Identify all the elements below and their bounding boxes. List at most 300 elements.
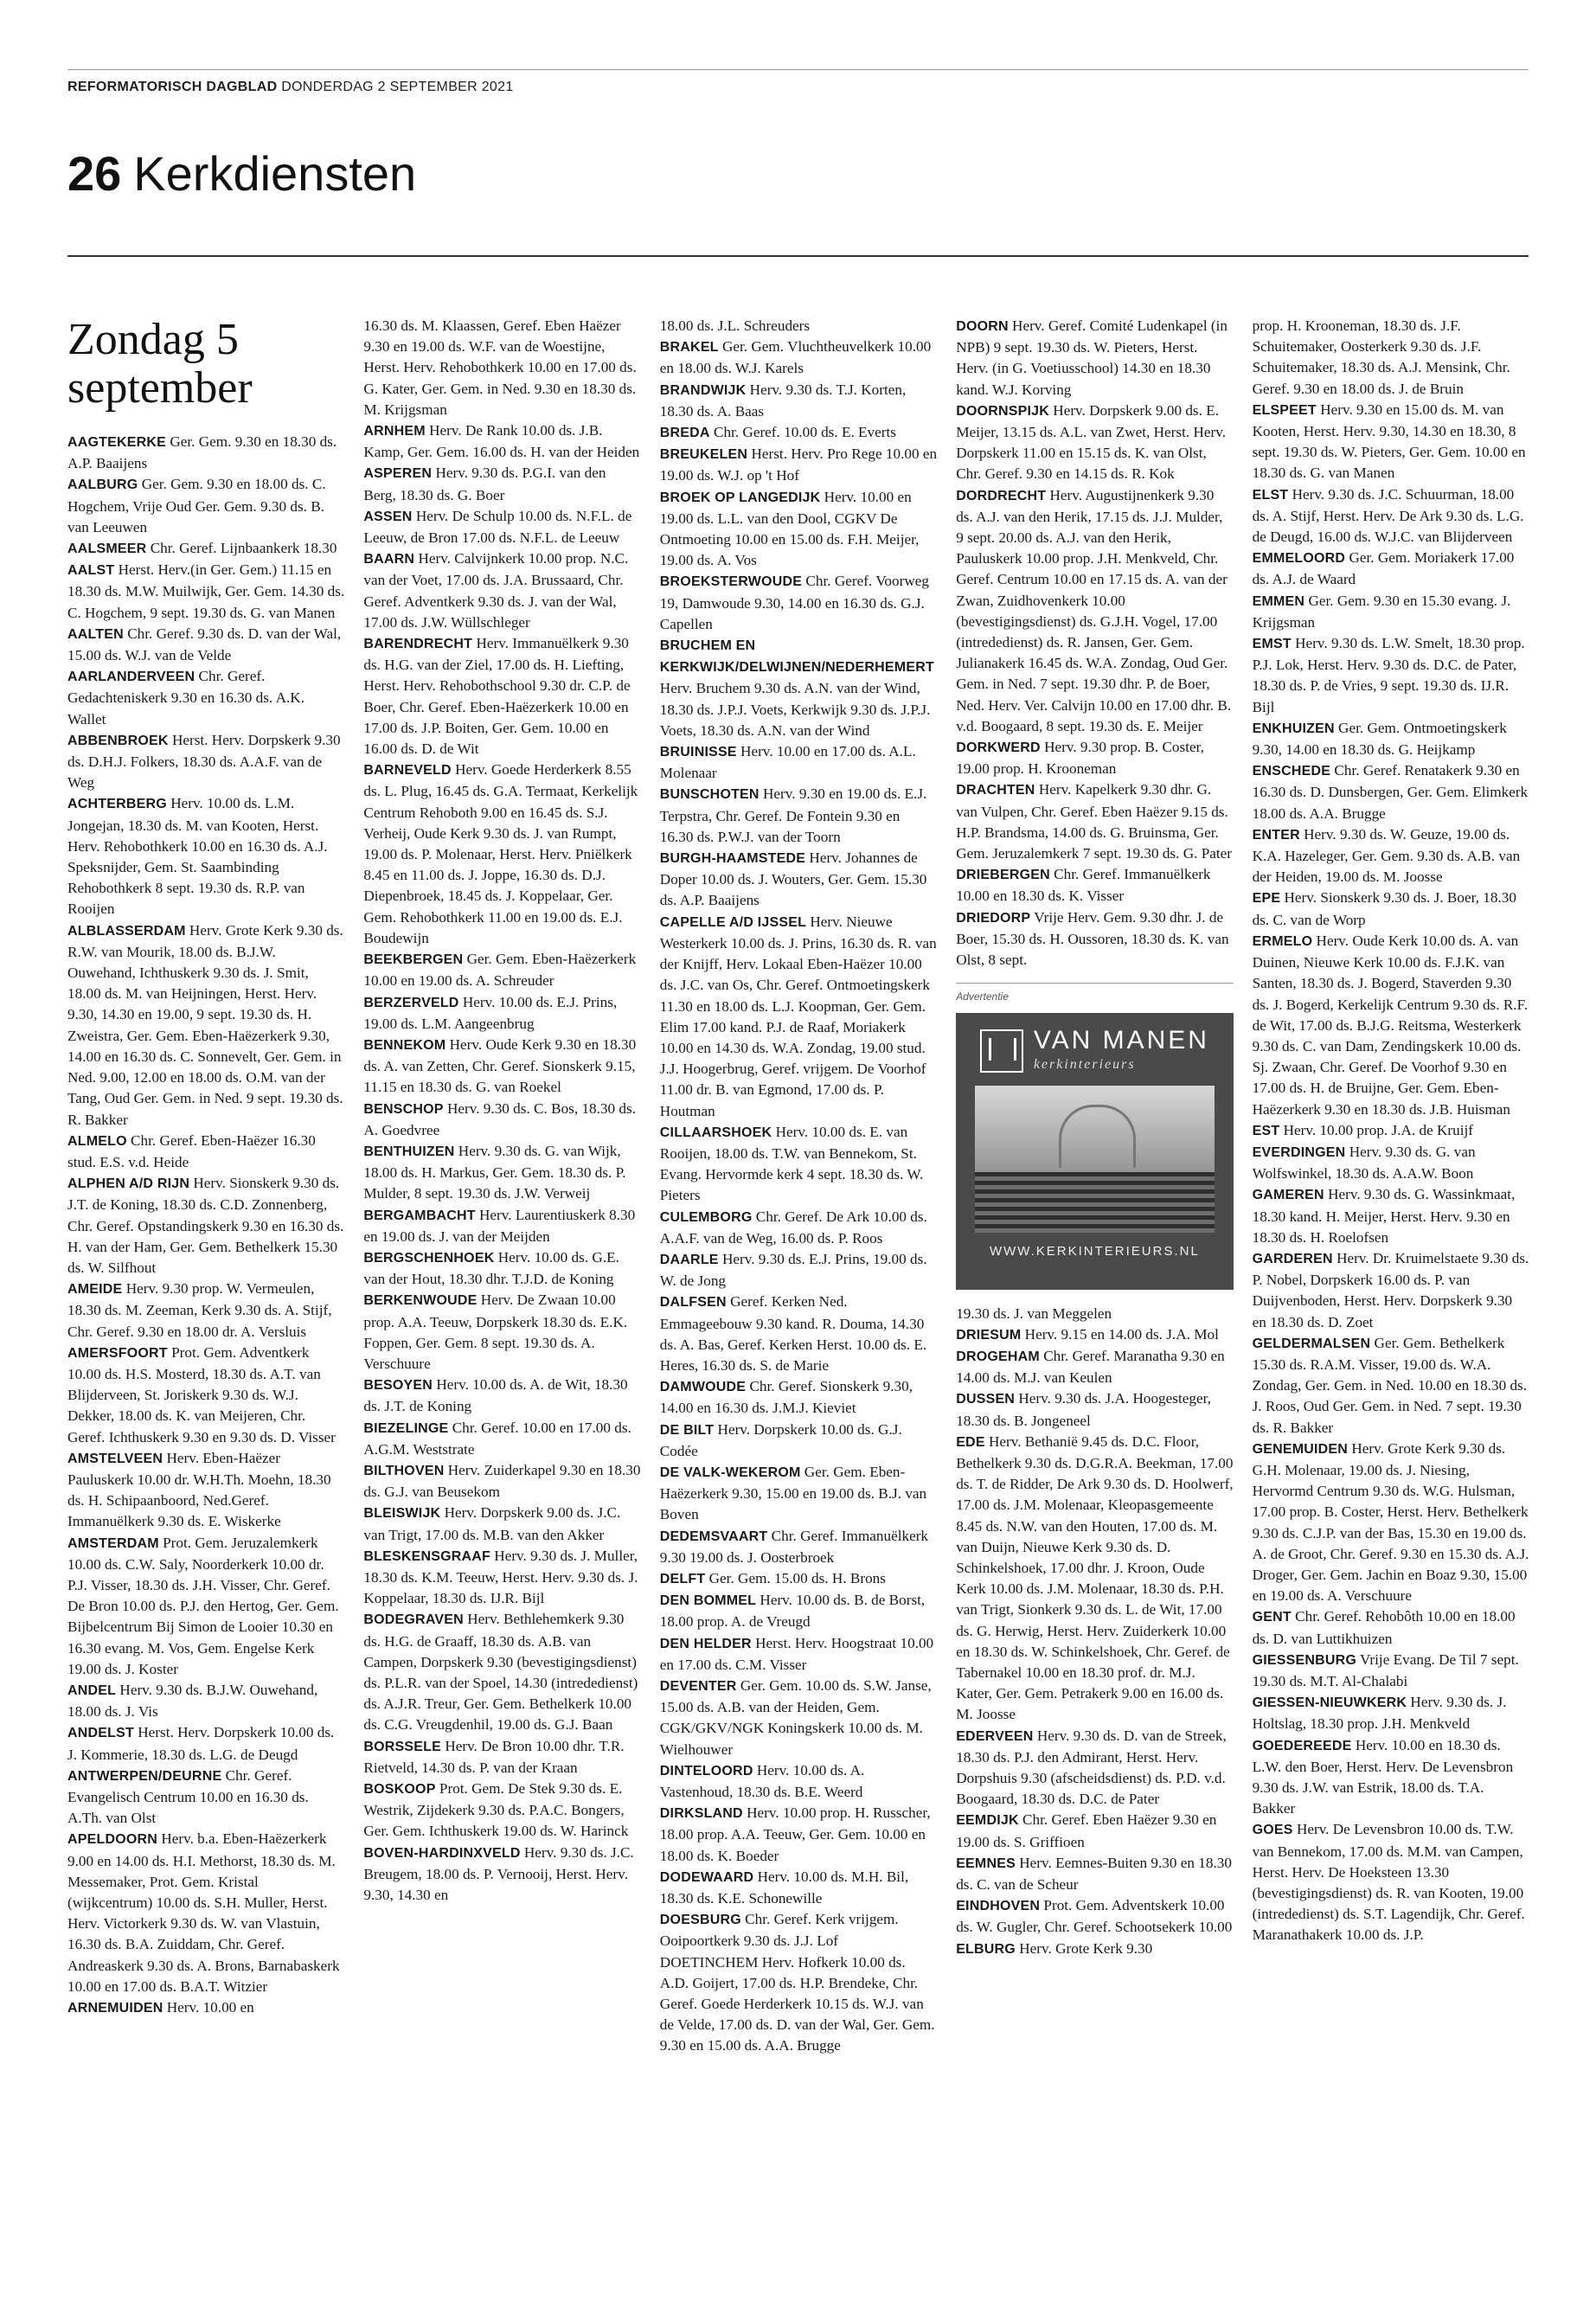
listing-entry xyxy=(1253,1606,1529,1649)
listing-entry xyxy=(956,1726,1233,1811)
listing-entry xyxy=(1253,484,1529,548)
listing-entry xyxy=(956,1939,1233,1960)
place-name: DALFSEN xyxy=(659,1295,727,1311)
place-name: ACHTERBERG xyxy=(67,797,167,812)
service-details: Herv. 9.30 en 15.00 ds. M. van Kooten, Herst. Herv. 9.30, 14.30 en 18.30, 8 sept. 19.30 ds. W. Pieters, Ger. Gem. 10.00 en 18.30 ds. G. van Manen xyxy=(1252,401,1526,482)
listing-entry xyxy=(363,316,640,420)
service-details: Herv. Sionskerk 9.30 ds. J. Boer, 18.30 ds. C. van de Worp xyxy=(1252,889,1516,928)
service-details: Herv. 9.30 ds. G. van Wijk, 18.00 ds. H. Markus, Ger. Gem. 18.30 ds. P. Mulder, 8 sept. 19.30 ds. J.W. Verweij xyxy=(363,1142,626,1202)
place-name: DE BILT xyxy=(659,1422,715,1438)
listing-entry xyxy=(363,506,640,548)
service-details: Ger. Gem. Moriakerk 17.00 ds. A.J. de Waard xyxy=(1252,549,1515,588)
service-details: Herv. 10.00 ds. E.J. Prins, 19.00 ds. L.M. Aangeenbrug xyxy=(363,993,618,1032)
place-name: DRIEBERGEN xyxy=(956,868,1050,883)
listing-entry xyxy=(363,1418,640,1460)
service-details: Herv. 9.30 ds. P.G.I. van den Berg, 18.30 ds. G. Boer xyxy=(363,465,606,503)
service-details: Chr. Geref. 10.00 en 17.00 ds. A.G.M. Weststrate xyxy=(363,1419,631,1458)
service-details: Chr. Geref. Immanuëlkerk 10.00 en 18.30 ds. K. Visser xyxy=(956,866,1211,905)
place-name: ELBURG xyxy=(956,1941,1016,1957)
place-name: AMEIDE xyxy=(67,1282,123,1298)
place-name: DEVENTER xyxy=(659,1679,737,1694)
place-name: EVERDINGEN xyxy=(1252,1144,1346,1160)
listing-entry xyxy=(956,316,1233,401)
place-name: ARNEMUIDEN xyxy=(67,2001,163,2016)
service-details: Herv. Goede Herderkerk 8.55 ds. L. Plug, 16.45 ds. G.A. Termaat, Kerkelijk Centrum Rehoboth 9.00 en 16.45 ds. S.J. Verheij, Oude Kerk 9.30 ds. J. van Rumpt, 19.00 ds. P. Molenaar, Herst. Herv. Pniëlkerk 8.45 en 11.00 ds. J. Joppe, 16.30 ds. D.J. Diepenbroek, 18.45 ds. J. Koppelaar, Ger. Gem. Rehobothkerk 11.00 en 19.00 ds. E.J. Boudewijn xyxy=(363,761,638,946)
listing-entry xyxy=(1253,633,1529,718)
service-details: Ger. Gem. Vluchtheuvelkerk 10.00 en 18.00 ds. W.J. Karels xyxy=(659,338,932,377)
place-name: BARNEVELD xyxy=(363,763,452,779)
place-name: ALPHEN A/D RIJN xyxy=(67,1176,190,1192)
service-details: Herv. 10.00 prop. J.A. de Kruijf xyxy=(1283,1121,1474,1138)
service-details: Ger. Gem. 9.30 en 18.30 ds. A.P. Baaijens xyxy=(67,433,337,472)
service-details: Prot. Gem. Jeruzalemkerk 10.00 ds. C.W. Saly, Noorderkerk 10.00 dr. P.J. Visser, 18.30 ds. J.H. Visser, Chr. Geref. De Bron 10.00 ds. P.J. den Hertog, Ger. Gem. Bijbelcentrum Bij Simon de Looier 10.30 en 16.30 evang. M. Vos, Gem. Engelse Kerk 19.00 ds. J. Koster xyxy=(67,1534,339,1677)
place-name: APELDOORN xyxy=(67,1832,158,1848)
listing-entry xyxy=(1253,1184,1529,1248)
service-details: Herv. Laurentiuskerk 8.30 en 19.00 ds. J. van der Meijden xyxy=(363,1206,636,1245)
listing-entry xyxy=(956,1853,1233,1895)
service-details: Chr. Geref. Eben-Haëzer 16.30 stud. E.S. v.d. Heide xyxy=(67,1131,316,1170)
service-details: Chr. Geref. Rehobôth 10.00 en 18.00 ds. D. van Luttikhuizen xyxy=(1252,1608,1516,1647)
listing-entry xyxy=(1253,591,1529,633)
listing-entry xyxy=(660,422,937,444)
service-details: Herv. 9.30 en 19.00 ds. E.J. Terpstra, Chr. Geref. De Fontein 9.30 en 16.30 ds. P.W.J. van der Toorn xyxy=(659,785,927,845)
listing-entry xyxy=(363,1503,640,1545)
service-details: Herv. 9.30 ds. D. van de Streek, 18.30 ds. P.J. den Admirant, Herst. Herv. Dorpshuis 9.30 (afscheidsdienst) ds. P.D. v.d. Boogaard, 18.30 ds. D.C. de Pater xyxy=(956,1727,1227,1808)
listing-entry xyxy=(956,1895,1233,1938)
listing-entry xyxy=(956,1304,1233,1324)
place-name: BESOYEN xyxy=(363,1378,433,1394)
column-3 xyxy=(660,316,937,2266)
place-name: DOORN xyxy=(956,319,1009,334)
place-name: EINDHOVEN xyxy=(956,1899,1041,1914)
place-name: GIESSEN-NIEUWKERK xyxy=(1252,1695,1407,1711)
place-name: BENTHUIZEN xyxy=(363,1144,455,1159)
ad-tagline: kerkinterieurs xyxy=(1033,1056,1136,1072)
listing-entry xyxy=(363,1609,640,1735)
page-header xyxy=(67,145,416,202)
place-name: ENSCHEDE xyxy=(1252,764,1331,779)
service-details: Vrije Herv. Gem. 9.30 dhr. J. de Boer, 15.30 ds. H. Oussoren, 18.30 ds. K. van Olst, 8 sept. xyxy=(956,908,1229,969)
listing-entry xyxy=(363,949,640,991)
listing-entry xyxy=(363,1247,640,1290)
listing-entry xyxy=(660,1376,937,1419)
arch-shape xyxy=(1059,1105,1136,1168)
paper-name: REFORMATORISCH DAGBLAD xyxy=(67,80,278,94)
service-details: Herv. 10.00 ds. L.M. Jongejan, 18.30 ds. M. van Kooten, Herst. Herv. Rehobothkerk 10.00 en 16.30 ds. A.J. Speksnijder, Gem. St. Saambinding Rehobothkerk 8 sept. 19.30 ds. R.P. van Rooijen xyxy=(67,795,328,918)
place-name: BORSSELE xyxy=(363,1739,442,1754)
listing-entry xyxy=(1253,1142,1529,1184)
listing-entry xyxy=(363,420,640,463)
column-4 xyxy=(956,316,1233,2266)
service-details: Ger. Gem. Ontmoetingskerk 9.30, 14.00 en 18.30 ds. G. Heijkamp xyxy=(1252,719,1507,759)
listing-entry xyxy=(67,1766,344,1830)
listing-entry xyxy=(1253,316,1529,400)
place-name: DIRKSLAND xyxy=(659,1806,743,1822)
service-details: Ger. Gem. Bethelkerk 15.30 ds. R.A.M. Visser, 19.00 ds. W.A. Zondag, Ger. Gem. in Ned. 10.00 en 18.30 ds. J. Roos, Oud Ger. Gem. in Ned. 7 sept. 19.30 ds. R. Bakker xyxy=(1252,1334,1528,1436)
listing-entry xyxy=(956,1432,1233,1726)
listing-entry xyxy=(956,1324,1233,1346)
place-name: DEN HELDER xyxy=(659,1636,752,1651)
listing-entry xyxy=(67,730,344,794)
service-details: Herst. Herv. Hoogstraat 10.00 en 17.00 ds. C.M. Visser xyxy=(659,1634,934,1673)
service-details: Herv. Eemnes-Buiten 9.30 en 18.30 ds. C. van de Scheur xyxy=(956,1854,1232,1893)
pews-shape xyxy=(975,1172,1214,1233)
listing-entry xyxy=(1253,1692,1529,1734)
listing-entry xyxy=(956,1388,1233,1431)
service-details: Prot. Gem. De Stek 9.30 ds. E. Westrik, Zijdekerk 9.30 ds. P.A.C. Bongers, Ger. Gem. Ichthuskerk 19.00 ds. W. Harinck xyxy=(363,1780,629,1840)
ad-url[interactable]: WWW.KERKINTERIEURS.NL xyxy=(989,1243,1200,1259)
listing-entry xyxy=(660,741,937,784)
listing-entry xyxy=(363,463,640,505)
listing-entry xyxy=(363,1375,640,1417)
service-details: Herv. Grote Kerk 9.30 ds. R.W. van Mourik, 18.00 ds. B.J.W. Ouwehand, Ichthuskerk 9.30 ds. J. Smit, 18.00 ds. M. van Heijningen, Herst. Herv. 9.30, 14.30 en 19.00, 9 sept. 19.30 ds. H. Zweistra, Ger. Gem. Eben-Haëzerkerk 9.30, 14.00 en 16.30 ds. C. Sonnevelt, Ger. Gem. in Ned. 9.00, 12.00 en 18.00 ds. O.M. van der Tang, Oud Ger. Gem. in Ned. 9 sept. 19.30 ds. R. Bakker xyxy=(67,921,343,1128)
page-number: 26 xyxy=(67,146,122,201)
place-name: BERGSCHENHOEK xyxy=(363,1250,495,1266)
service-details: Herst. Herv.(in Ger. Gem.) 11.15 en 18.30 ds. M.W. Muilwijk, Ger. Gem. 14.30 ds. C. Hogchem, 9 sept. 19.30 ds. G. van Manen xyxy=(67,561,345,621)
place-name: ALBLASSERDAM xyxy=(67,923,186,939)
place-name: EPE xyxy=(1252,891,1281,907)
ad-brand: VAN MANEN xyxy=(1033,1025,1209,1054)
service-details: Ger. Gem. 15.00 ds. H. Brons xyxy=(708,1569,886,1586)
listing-entry xyxy=(363,1099,640,1141)
service-details: Prot. Gem. Adventskerk 10.00 ds. W. Gugler, Chr. Geref. Schootsekerk 10.00 xyxy=(956,1897,1233,1936)
column-5 xyxy=(1253,316,1529,2266)
service-details: Herv. 10.00 en xyxy=(166,1999,254,2016)
listing-entry xyxy=(660,571,937,635)
service-details: Herv. De Zwaan 10.00 prop. A.A. Teeuw, Dorpskerk 18.30 ds. E.K. Foppen, Ger. Gem. 8 sept. 19.30 ds. A. Verschuure xyxy=(363,1292,628,1372)
listing-entry xyxy=(1253,718,1529,760)
place-name: AAGTEKERKE xyxy=(67,435,167,450)
listing-entry xyxy=(660,1122,937,1207)
place-name: ANTWERPEN/DEURNE xyxy=(67,1768,222,1784)
place-name: AALBURG xyxy=(67,478,138,493)
listing-entry xyxy=(363,1290,640,1375)
service-details: Herv. Augustijnenkerk 9.30 ds. A.J. van den Herik, 17.15 ds. J.J. Mulder, 9 sept. 20.00 ds. A.J. van den Herik, Pauluskerk 10.00 prop. J.H. Menkveld, Chr. Geref. Centrum 10.00 en 17.15 ds. A. van der Zwan, Zuidhovenkerk 10.00 (bevestigingsdienst) ds. G.J.H. Vogel, 17.00 (intrededienst) ds. R. Jansen, Ger. Gem. Julianakerk 16.45 ds. W.A. Zondag, Oud Ger. Gem. in Ned. 7 sept. 19.30 dhr. P. de Boer, Ned. Herv. Ver. Calvijn 10.00 en 17.00 dhr. B. v.d. Boogaard, 8 sept. 19.30 ds. E. Meijer xyxy=(956,486,1232,734)
service-details: Chr. Geref. Lijnbaankerk 18.30 xyxy=(150,540,337,557)
listing-entry xyxy=(1253,1333,1529,1439)
service-details: Chr. Geref. Evangelisch Centrum 10.00 en 16.30 ds. A.Th. van Olst xyxy=(67,1766,309,1827)
place-name: BIEZELINGE xyxy=(363,1420,449,1436)
place-name: GENEMUIDEN xyxy=(1252,1441,1349,1457)
listing-entry xyxy=(67,624,344,666)
listing-entry xyxy=(67,666,344,730)
service-details: Herv. De Schulp 10.00 ds. N.F.L. de Leeuw, de Bron 17.00 ds. N.F.L. de Leeuw xyxy=(363,507,632,547)
header-rule xyxy=(67,255,1529,257)
place-name: EMST xyxy=(1252,637,1292,652)
service-details: Herv. 9.30 ds. T.J. Korten, 18.30 ds. A. Baas xyxy=(659,381,907,420)
service-details: Herv. 10.00 ds. B. de Borst, 18.00 prop. A. de Vreugd xyxy=(659,1592,926,1631)
listing-entry xyxy=(1253,888,1529,930)
listing-entry xyxy=(956,1810,1233,1852)
place-name: BOVEN-HARDINXVELD xyxy=(363,1845,521,1861)
listing-entry xyxy=(660,1207,937,1249)
service-details: Herv. Bethlehemkerk 9.30 ds. H.G. de Graaff, 18.30 ds. A.B. van Campen, Dorpskerk 9.30 (bevestigingsdienst) ds. P.L.R. van der Spoel, 14.30 (intrededienst) ds. A.J.R. Treur, Ger. Gem. Bethelkerk 10.00 ds. C.G. Vreugdenhil, 19.00 ds. G.J. Baan xyxy=(363,1611,638,1734)
section-title: Kerkdiensten xyxy=(133,146,417,201)
service-details: Herv. 9.30 ds. J.C. Schuurman, 18.00 ds. A. Stijf, Herst. Herv. De Ark 9.30 ds. L.G. de Deugd, 16.00 ds. W.J.C. van Blijderveen xyxy=(1252,485,1524,546)
service-details: Herv. Nieuwe Westerkerk 10.00 ds. J. Prins, 16.30 ds. R. van der Knijff, Herv. Lokaal Eben-Haëzer 10.00 ds. J.C. van Os, Chr. Geref. Ontmoetingskerk 11.30 en 18.00 ds. L.J. Koopman, Ger. Gem. Elim 17.00 kand. P.J. de Raaf, Moriakerk 10.00 en 14.30 ds. W.A. Zondag, 19.00 stud. J.J. Hoogerbrug, Geref. vrijgem. De Voorhof 11.00 dr. B. van Egmond, 17.00 ds. P. Houtman xyxy=(659,913,937,1119)
place-name: AALST xyxy=(67,563,115,579)
listing-entry xyxy=(363,1546,640,1610)
place-name: ARNHEM xyxy=(363,424,426,439)
service-details: Herv. Kapelkerk 9.30 dhr. G. van Vulpen, Chr. Geref. Eben Haëzer 9.15 ds. H.P. Brandsma, 14.00 ds. G. Bruinsma, Ger. Gem. Jeruzalemkerk 7 sept. 19.30 ds. G. Pater xyxy=(956,781,1233,862)
listing-entry xyxy=(956,907,1233,971)
listing-entry xyxy=(660,444,937,486)
place-name: BEEKBERGEN xyxy=(363,952,464,968)
ad-logo xyxy=(970,1027,1219,1075)
listing-entry xyxy=(1253,1819,1529,1945)
service-details: Chr. Geref. Voorweg 19, Damwoude 9.30, 14.00 en 16.30 ds. G.J. Capellen xyxy=(659,573,929,632)
listing-entry xyxy=(956,1346,1233,1388)
listing-entry xyxy=(660,380,937,422)
listing-entry xyxy=(660,1803,937,1867)
service-details: 16.30 ds. M. Klaassen, Geref. Eben Haëzer 9.30 en 19.00 ds. W.F. van de Woestijne, Herst. Herv. Rehobothkerk 10.00 en 17.00 ds. G. Kater, Ger. Gem. in Ned. 9.30 en 18.30 ds. M. Krijgsman xyxy=(363,317,637,418)
service-details: Herv. 10.00 en 18.30 ds. L.W. den Boer, Herst. Herv. De Levensbron 9.30 ds. J.W. van Estrik, 18.00 ds. T.A. Bakker xyxy=(1252,1736,1514,1817)
listing-entry xyxy=(363,1736,640,1779)
place-name: DRIESUM xyxy=(956,1327,1022,1343)
place-name: BREUKELEN xyxy=(659,447,748,463)
place-name: BRUCHEM EN KERKWIJK/DELWIJNEN/NEDERHEMERT xyxy=(659,638,934,676)
listing-entry xyxy=(67,1279,344,1343)
place-name: BERZERVELD xyxy=(363,995,459,1010)
listing-entry xyxy=(1253,1248,1529,1333)
place-name: EEMNES xyxy=(956,1856,1016,1871)
service-details: Herv. De Bron 10.00 dhr. T.R. Rietveld, 14.30 ds. P. van der Kraan xyxy=(363,1737,625,1776)
place-name: ASPEREN xyxy=(363,466,433,482)
listing-entry xyxy=(1253,824,1529,888)
service-details: Chr. Geref. Immanuëlkerk 9.30 19.00 ds. J. Oosterbroek xyxy=(659,1527,929,1566)
place-name: ABBENBROEK xyxy=(67,733,169,748)
place-name: BRUINISSE xyxy=(659,745,737,760)
place-name: AMSTELVEEN xyxy=(67,1451,163,1466)
listing-entry xyxy=(67,1448,344,1533)
place-name: DOESBURG xyxy=(659,1913,741,1928)
place-name: AALSMEER xyxy=(67,542,147,557)
place-name: DE VALK-WEKEROM xyxy=(659,1465,801,1480)
listing-entry xyxy=(67,1722,344,1765)
place-name: ASSEN xyxy=(363,509,413,524)
service-details: Ger. Gem. Eben-Haëzerkerk 9.30, 15.00 en 19.00 ds. B.J. van Boven xyxy=(659,1463,927,1523)
service-details: Herst. Herv. Dorpskerk 10.00 ds. J. Kommerie, 18.30 ds. L.G. de Deugd xyxy=(67,1724,335,1763)
service-details: Herv. 9.15 en 14.00 ds. J.A. Mol xyxy=(1024,1325,1219,1343)
listing-entry xyxy=(363,760,640,949)
place-name: BENSCHOP xyxy=(363,1101,444,1117)
listing-entry xyxy=(660,1249,937,1292)
place-name: DEN BOMMEL xyxy=(659,1593,757,1609)
service-details: Herv. 9.30 ds. L.W. Smelt, 18.30 prop. P.J. Lok, Herst. Herv. 9.30 ds. D.C. de Pater, 18.30 ds. P. de Vries, 9 sept. 19.30 ds. IJ.R. Bijl xyxy=(1252,635,1525,715)
place-name: ELSPEET xyxy=(1252,402,1317,418)
service-details: Prot. Gem. Adventkerk 10.00 ds. H.S. Mosterd, 18.30 ds. A.T. van Blijderveen, St. Joriskerk 9.30 ds. W.J. Dekker, 18.00 ds. K. van Meijeren, Chr. Geref. Ichthuskerk 9.30 en 9.30 ds. D. Visser xyxy=(67,1343,336,1445)
place-name: DORDRECHT xyxy=(956,488,1047,503)
day-title: Zondag 5 september xyxy=(67,316,253,413)
place-name: DOORNSPIJK xyxy=(956,403,1049,419)
listing-entry xyxy=(660,1676,937,1760)
service-details: Herv. 9.30 ds. J.A. Hoogesteger, 18.30 ds. B. Jongeneel xyxy=(956,1390,1211,1429)
logo-mark-icon xyxy=(980,1029,1023,1073)
listing-entry xyxy=(660,1462,937,1526)
service-details: Herv. 9.30 ds. W. Geuze, 19.00 ds. K.A. Hazeleger, Ger. Gem. 9.30 ds. A.B. van der Heiden, 19.00 ds. M. Joosse xyxy=(1252,825,1521,886)
place-name: GELDERMALSEN xyxy=(1252,1336,1371,1351)
place-name: DRIEDORP xyxy=(956,910,1031,926)
place-name: BARENDRECHT xyxy=(363,637,473,652)
listing-entry xyxy=(660,1526,937,1568)
place-name: EDE xyxy=(956,1434,985,1450)
service-details: Herv. Sionskerk 9.30 ds. J.T. de Koning, 18.30 ds. C.D. Zonnenberg, Chr. Geref. Opstandingskerk 9.30 en 16.30 ds. H. van der Ham, Ger. Gem. Bethelkerk 15.30 ds. W. Silfhout xyxy=(67,1175,344,1276)
service-details: Herv. Dorpskerk 9.00 ds. J.C. van Trigt, 17.00 ds. M.B. van den Akker xyxy=(363,1504,621,1543)
service-details: Herv. Johannes de Doper 10.00 ds. J. Wouters, Ger. Gem. 15.30 ds. A.P. Baaijens xyxy=(659,849,927,909)
place-name: DELFT xyxy=(659,1571,706,1586)
place-name: BAARN xyxy=(363,552,415,567)
place-name: BODEGRAVEN xyxy=(363,1612,464,1628)
place-name: GARDEREN xyxy=(1252,1251,1333,1266)
service-details: Herv. Grote Kerk 9.30 xyxy=(1019,1939,1153,1957)
listing-entry xyxy=(363,1460,640,1503)
service-details: Herst. Herv. Pro Rege 10.00 en 19.00 ds. W.J. op 't Hof xyxy=(659,445,938,484)
listing-entry xyxy=(67,1829,344,1997)
listing-entry xyxy=(1253,1735,1529,1820)
place-name: DRACHTEN xyxy=(956,783,1035,798)
service-details: Herv. 10.00 en 17.00 ds. A.L. Molenaar xyxy=(659,743,916,782)
service-details: Chr. Geref. Eben Haëzer 9.30 en 19.00 ds. S. Griffioen xyxy=(956,1811,1217,1850)
service-details: Ger. Gem. 9.30 en 18.00 ds. C. Hogchem, Vrije Oud Ger. Gem. 9.30 ds. B. van Leeuwen xyxy=(67,476,326,535)
ad-box[interactable] xyxy=(956,1013,1233,1290)
service-details: Herv. Dr. Kruimelstaete 9.30 ds. P. Nobel, Dorpskerk 16.00 ds. P. van Duijvenboden, Herst. Herv. Dorpskerk 9.30 en 18.30 ds. D. Zoet xyxy=(1252,1249,1529,1330)
service-details: Herv. Geref. Comité Ludenkapel (in NPB) 9 sept. 19.30 ds. W. Pieters, Herst. Herv. (in G. Voetiusschool) 14.30 en 18.30 kand. W.J. Korving xyxy=(956,317,1228,398)
listing-entry xyxy=(956,864,1233,907)
listing-entry xyxy=(67,1680,344,1722)
listing-entry xyxy=(67,1997,344,2019)
listing-entry xyxy=(67,538,344,560)
place-name: EDERVEEN xyxy=(956,1728,1034,1744)
church-interior-photo xyxy=(975,1086,1214,1233)
service-details: Herv. 9.30 ds. E.J. Prins, 19.00 ds. W. de Jong xyxy=(659,1250,927,1290)
top-rule xyxy=(67,69,1529,70)
place-name: ELST xyxy=(1252,487,1289,503)
place-name: BLEISWIJK xyxy=(363,1506,441,1522)
place-name: BENNEKOM xyxy=(363,1037,446,1053)
service-details: Herv. 10.00 ds. A. Vastenhoud, 18.30 ds. B.E. Weerd xyxy=(659,1761,865,1801)
service-details: Herv. 9.30 ds. G. van Wolfswinkel, 18.30 ds. A.A.W. Boon xyxy=(1252,1143,1476,1183)
listing-entry xyxy=(660,1568,937,1590)
listing-entry xyxy=(67,920,344,1131)
place-name: DEDEMSVAART xyxy=(659,1529,768,1544)
service-details: Chr. Geref. Renatakerk 9.30 en 16.30 ds. D. Dunsbergen, Ger. Gem. Elimkerk 18.00 ds. A.A. Brugge xyxy=(1252,762,1529,822)
listing-entry xyxy=(363,1035,640,1099)
place-name: BURGH-HAAMSTEDE xyxy=(659,851,806,867)
place-name: BERGAMBACHT xyxy=(363,1208,476,1223)
listing-entry xyxy=(956,737,1233,779)
service-details: Ger. Gem. 10.00 ds. S.W. Janse, 15.00 ds. A.B. van der Heiden, Gem. CGK/GKV/NGK Koningskerk 10.00 ds. M. Wielhouwer xyxy=(659,1677,932,1758)
service-details: Herv. 10.00 prop. H. Russcher, 18.00 prop. A.A. Teeuw, Ger. Gem. 10.00 en 18.00 ds. K. Boeder xyxy=(659,1804,931,1864)
place-name: BRANDWIJK xyxy=(659,382,747,398)
place-name: BUNSCHOTEN xyxy=(659,787,760,803)
listing-entry xyxy=(1253,760,1529,824)
listing-entry xyxy=(1253,1120,1529,1142)
service-details: Herv. 9.30 ds. B.J.W. Ouwehand, 18.00 ds. J. Vis xyxy=(67,1681,318,1721)
service-details: Herv. 9.30 ds. C. Bos, 18.30 ds. A. Goedvree xyxy=(363,1099,637,1138)
place-name: AALTEN xyxy=(67,626,124,642)
place-name: CULEMBORG xyxy=(659,1209,753,1225)
service-details: 19.30 ds. J. van Meggelen xyxy=(956,1304,1112,1322)
place-name: GOES xyxy=(1252,1823,1293,1838)
listing-entry xyxy=(1253,1439,1529,1607)
service-details: Herv. De Levensbron 10.00 ds. T.W. van Bennekom, 17.00 ds. M.M. van Campen, Herst. Herv. De Hoeksteen 13.30 (bevestigingsdienst) ds. R. van Kooten, 19.00 (intrededienst) ds. S.T. Lagendijk, Chr. Geref. Maranathakerk 10.00 ds. J.P. xyxy=(1252,1821,1525,1944)
listing-entry xyxy=(660,1909,937,2056)
listing-entry xyxy=(660,912,937,1122)
service-details: Geref. Kerken Ned. Emmageebouw 9.30 kand. R. Douma, 14.30 ds. A. Bas, Geref. Kerken Herst. 10.00 ds. E. Heres, 16.30 ds. S. de Marie xyxy=(659,1293,927,1374)
place-name: EMMEN xyxy=(1252,593,1305,609)
listing-entry xyxy=(660,316,937,336)
service-details: Herv. Eben-Haëzer Pauluskerk 10.00 dr. W.H.Th. Moehn, 18.30 ds. H. Schipaanboord, Ned.Geref. Immanuëlkerk 9.30 ds. E. Wiskerke xyxy=(67,1449,331,1530)
listing-entry xyxy=(363,548,640,633)
service-details: Herv. 9.30 prop. W. Vermeulen, 18.30 ds. M. Zeeman, Kerk 9.30 ds. A. Stijf, Chr. Geref. 9.30 en 18.00 dr. A. Versluis xyxy=(67,1280,332,1340)
listing-entry xyxy=(660,336,937,379)
place-name: EEMDIJK xyxy=(956,1813,1019,1829)
place-name: DODEWAARD xyxy=(659,1869,754,1885)
service-details: Herst. Herv. Dorpskerk 9.30 ds. D.H.J. Folkers, 18.30 ds. A.A.F. van de Weg xyxy=(67,731,341,792)
place-name: DORKWERD xyxy=(956,740,1041,756)
service-details: Chr. Geref. Maranatha 9.30 en 14.00 ds. M.J. van Keulen xyxy=(956,1347,1225,1387)
service-details: Chr. Geref. Gedachteniskerk 9.30 en 16.30 ds. A.K. Wallet xyxy=(67,668,304,727)
listing-entry xyxy=(67,1173,344,1279)
place-name: BERKENWOUDE xyxy=(363,1293,478,1309)
place-name: ENKHUIZEN xyxy=(1252,721,1335,736)
service-details: Herv. Immanuëlkerk 9.30 ds. H.G. van der Ziel, 17.00 ds. H. Liefting, Herst. Herv. Rehobothschool 9.30 dr. C.P. de Boer, Chr. Geref. Eben-Haëzerkerk 10.00 en 17.00 ds. J.P. Boiten, Ger. Gem. 10.00 en 16.00 ds. D. de Wit xyxy=(363,635,631,758)
listing-entry xyxy=(660,487,937,572)
service-details: Herv. 9.30 ds. J. Muller, 18.30 ds. K.M. Teeuw, Herst. Herv. 9.30 ds. J. Koppelaar, 18.30 ds. IJ.R. Bijl xyxy=(363,1547,638,1607)
listing-entry xyxy=(660,1760,937,1803)
listing-entry xyxy=(660,784,937,848)
place-name: DINTELOORD xyxy=(659,1763,753,1779)
service-details: Herv. 10.00 ds. A. de Wit, 18.30 ds. J.T. de Koning xyxy=(363,1376,628,1415)
column-2 xyxy=(363,316,640,2266)
listing-entry xyxy=(1253,1650,1529,1692)
listing-entry xyxy=(660,1633,937,1676)
service-details: Ger. Gem. Eben-Haëzerkerk 10.00 en 19.00 ds. A. Schreuder xyxy=(363,951,637,990)
service-details: Ger. Gem. 9.30 en 15.30 evang. J. Krijgsman xyxy=(1252,592,1511,631)
service-details: Herv. Bethanië 9.45 ds. D.C. Floor, Bethelkerk 9.30 ds. D.G.R.A. Beekman, 17.00 ds. T. de Ridder, De Ark 9.30 ds. D. Hoolwerf, 17.00 ds. J.M. Molenaar, Kleopasgemeente 8.45 ds. N.W. van den Houten, 17.00 ds. M. van Duijn, Nieuwe Kerk 9.30 ds. D. Schinkelshoek, 17.00 dhr. J. Kroon, Oude Kerk 10.00 ds. J.M. Molenaar, 18.30 ds. P.H. van Trigt, Sionkerk 9.30 ds. L. de Wit, 17.00 ds. G. Herwig, Herst. Herv. Zuiderkerk 10.00 en 18.30 ds. W. Schinkelshoek, Chr. Geref. de Tabernakel 10.00 en 18.30 prof. dr. M.J. Kater, Ger. Gem. Petrakerk 9.00 en 16.00 ds. M. Joosse xyxy=(956,1433,1234,1723)
listing-entry xyxy=(660,1420,937,1462)
service-details: Herv. 9.30 ds. J.C. Breugem, 18.00 ds. P. Vernooij, Herst. Herv. 9.30, 14.30 en xyxy=(363,1843,634,1904)
place-name: BROEKSTERWOUDE xyxy=(659,574,803,590)
place-name: DAMWOUDE xyxy=(659,1380,747,1395)
listing-entry xyxy=(660,848,937,912)
listing-entry xyxy=(956,401,1233,485)
place-name: DUSSEN xyxy=(956,1392,1016,1407)
service-details: Chr. Geref. 10.00 ds. E. Everts xyxy=(713,424,896,441)
listing-entry xyxy=(67,474,344,538)
service-details: Chr. Geref. 9.30 ds. D. van der Wal, 15.00 ds. W.J. van de Velde xyxy=(67,625,342,664)
service-details: Herv. 10.00 en 19.00 ds. L.L. van den Dool, CGKV De Ontmoeting 10.00 en 15.00 ds. F.H. Meijer, 19.00 ds. A. Vos xyxy=(659,488,920,569)
service-details: Herv. Dorpskerk 9.00 ds. E. Meijer, 13.15 ds. A.L. van Zwet, Herst. Herv. Dorpskerk 11.00 en 15.15 ds. K. van Olst, Chr. Geref. 9.30 en 14.15 ds. R. Kok xyxy=(956,401,1226,483)
service-details: Vrije Evang. De Til 7 sept. 19.30 ds. M.T. Al-Chalabi xyxy=(1252,1650,1519,1689)
service-details: Herv. 9.30 prop. B. Coster, 19.00 prop. H. Krooneman xyxy=(956,739,1204,778)
place-name: AMERSFOORT xyxy=(67,1345,168,1361)
place-name: ENTER xyxy=(1252,827,1300,843)
listing-entry xyxy=(1253,931,1529,1120)
listing-entry xyxy=(363,1843,640,1907)
listing-entry xyxy=(363,1779,640,1843)
place-name: BROEK OP LANGEDIJK xyxy=(659,490,821,505)
place-name: ALMELO xyxy=(67,1133,127,1149)
listing-entry xyxy=(956,779,1233,864)
place-name: AARLANDERVEEN xyxy=(67,670,195,685)
place-name: GOEDEREEDE xyxy=(1252,1738,1352,1753)
place-name: GENT xyxy=(1252,1610,1292,1625)
place-name: ANDEL xyxy=(67,1682,117,1698)
listing-entry xyxy=(956,485,1233,737)
place-name: BRAKEL xyxy=(659,340,719,356)
listing-entry xyxy=(363,992,640,1035)
